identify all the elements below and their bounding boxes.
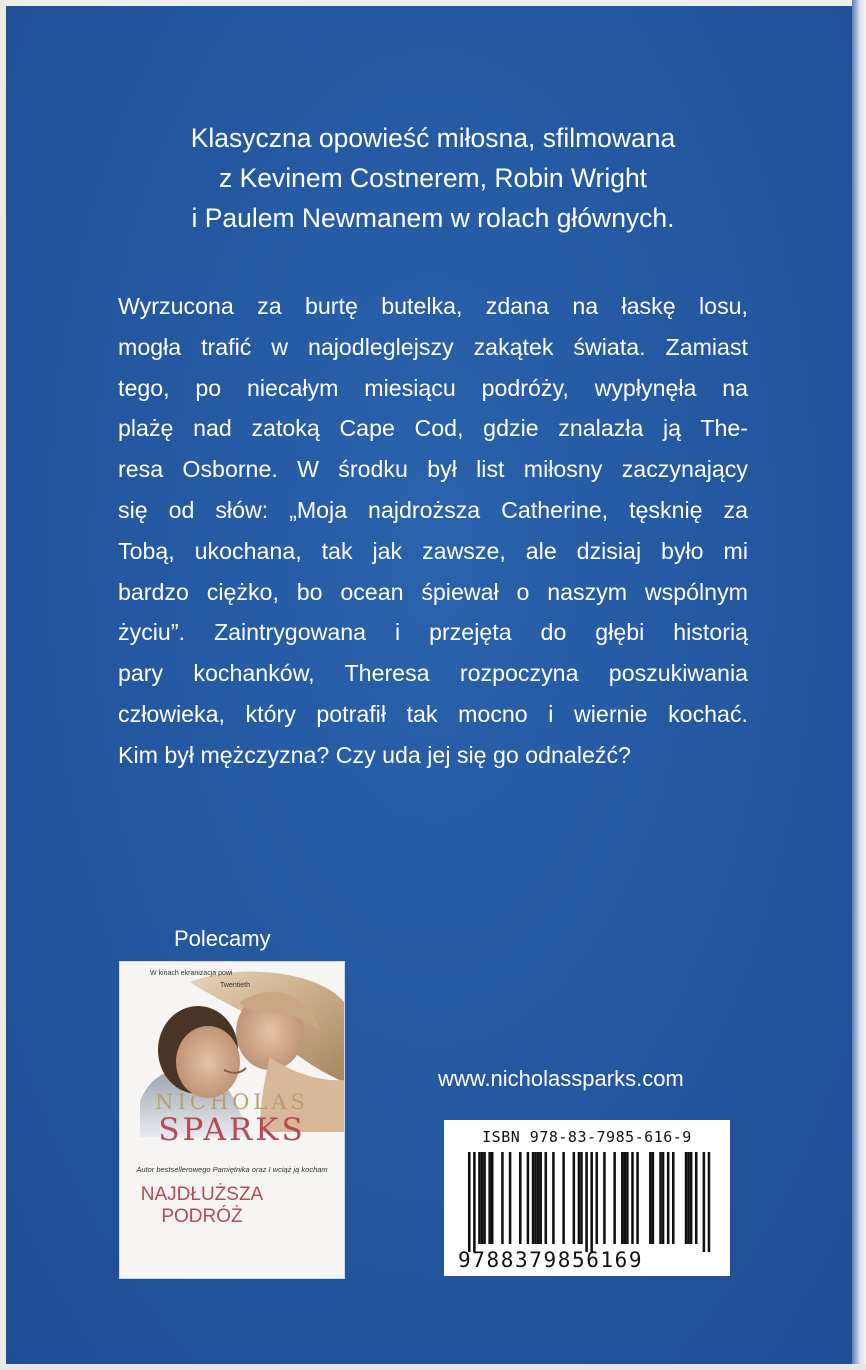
barcode-bar xyxy=(652,1152,655,1244)
barcode-bar xyxy=(545,1152,548,1244)
tagline-line: z Kevinem Costnerem, Robin Wright xyxy=(218,163,648,193)
barcode-bar xyxy=(501,1152,504,1244)
tagline-line: Klasyczna opowieść miłosna, sfilmowana xyxy=(190,123,676,153)
blurb-line: plażę nad zatoką Cape Cod, gdzie znalazła ją The- xyxy=(118,415,748,442)
barcode-bar xyxy=(473,1152,476,1252)
barcode-bar xyxy=(708,1152,711,1252)
barcode-bar xyxy=(672,1152,675,1244)
cover-note: Twentieth xyxy=(220,982,250,989)
barcode-bar xyxy=(621,1152,624,1244)
barcode-bar xyxy=(603,1152,606,1244)
barcode-bar xyxy=(539,1152,542,1244)
blurb-line: Wyrzucona za burtę butelka, zdana na łaskę losu, xyxy=(118,293,748,319)
barcode-bar xyxy=(488,1152,491,1244)
website-link[interactable]: www.nicholassparks.com xyxy=(438,1066,684,1091)
barcode-bar xyxy=(519,1152,522,1244)
cover-title-line: NAJDŁUŻSZA xyxy=(140,1184,264,1205)
page-edge-left xyxy=(0,0,6,1370)
cover-title xyxy=(132,1184,272,1228)
blurb-line: człowieka, który potrafił tak mocno i wiernie kochać. xyxy=(118,700,748,727)
barcode-bar xyxy=(478,1152,481,1244)
barcode-bar xyxy=(578,1152,581,1244)
blurb-line: Kim był mężczyzna? Czy uda jej się go odnaleźć? xyxy=(118,741,631,768)
barcode-bar xyxy=(483,1152,486,1244)
blurb-line: mogła trafić w najodleglejszy zakątek świata. Zamiast xyxy=(118,333,748,360)
ean-digits: 9788379856169 xyxy=(458,1248,644,1272)
barcode-bar xyxy=(596,1152,599,1244)
cover-title-line: PODRÓŻ xyxy=(161,1206,243,1227)
barcode-bar xyxy=(624,1152,627,1244)
blurb-line: tego, po niecałym miesiącu podróży, wypłynęła na xyxy=(118,374,748,401)
blurb-line: życiu”. Zaintrygowana i przejęta do głębi historią xyxy=(118,619,748,646)
page-edge-bottom xyxy=(0,1364,866,1370)
recommended-book-cover[interactable] xyxy=(120,962,344,1278)
barcode-bar xyxy=(534,1152,537,1244)
barcode-bar xyxy=(580,1152,583,1244)
page-edge-right xyxy=(852,0,866,1370)
cover-author-last: SPARKS xyxy=(158,1112,306,1148)
cover-subtitle: Autor bestsellerowego Pamiętnika oraz I wciąż ją kocham xyxy=(136,1165,328,1174)
barcode-bar xyxy=(662,1152,665,1244)
barcode-bar xyxy=(659,1152,662,1244)
barcode-bar xyxy=(631,1152,634,1244)
barcode-bar xyxy=(532,1152,535,1244)
blurb-line: Tobą, ukochana, tak jak zawsze, ale dzisiaj było mi xyxy=(118,537,748,564)
barcode-bar xyxy=(527,1152,530,1244)
barcode-bar xyxy=(590,1152,593,1252)
barcode-bar xyxy=(509,1152,512,1244)
cover-note: W kinach ekranizacja powi xyxy=(150,970,233,977)
tagline-line: i Paulem Newmanem w rolach głównych. xyxy=(191,203,675,233)
page-edge-top xyxy=(0,0,866,6)
barcode-bar xyxy=(468,1152,471,1252)
barcode-bar xyxy=(636,1152,639,1244)
blurb-line: się od słów: „Moja najdroższa Catherine, tęsknię za xyxy=(118,496,748,523)
blurb-line: bardzo ciężko, bo ocean śpiewał o naszym wspólnym xyxy=(118,578,748,605)
barcode-bar xyxy=(537,1152,540,1244)
barcode-bar xyxy=(562,1152,565,1244)
barcode-bar xyxy=(585,1152,588,1252)
isbn-text: ISBN 978-83-7985-616-9 xyxy=(482,1128,692,1146)
recommend-label: Polecamy xyxy=(174,926,271,951)
barcode-bar xyxy=(703,1152,706,1252)
barcode-bar xyxy=(481,1152,484,1244)
isbn-barcode xyxy=(444,1120,730,1276)
barcode-bar xyxy=(695,1152,698,1244)
cover-author-first: NICHOLAS xyxy=(155,1090,309,1114)
blurb-line: resa Osborne. W środku był list miłosny zaczynający xyxy=(118,456,748,483)
barcode-bar xyxy=(687,1152,690,1244)
tagline xyxy=(100,118,766,238)
barcode-bar xyxy=(613,1152,616,1244)
blurb xyxy=(118,286,748,776)
barcode-bar xyxy=(552,1152,555,1244)
barcode-bar xyxy=(649,1152,652,1244)
barcode-bar xyxy=(667,1152,670,1244)
blurb-line: pary kochanków, Theresa rozpoczyna poszukiwania xyxy=(118,660,748,687)
barcode-bar xyxy=(573,1152,576,1244)
barcode-bar xyxy=(626,1152,629,1244)
barcode-bar xyxy=(685,1152,688,1244)
barcode-bar xyxy=(690,1152,693,1244)
barcode-bar xyxy=(491,1152,494,1244)
